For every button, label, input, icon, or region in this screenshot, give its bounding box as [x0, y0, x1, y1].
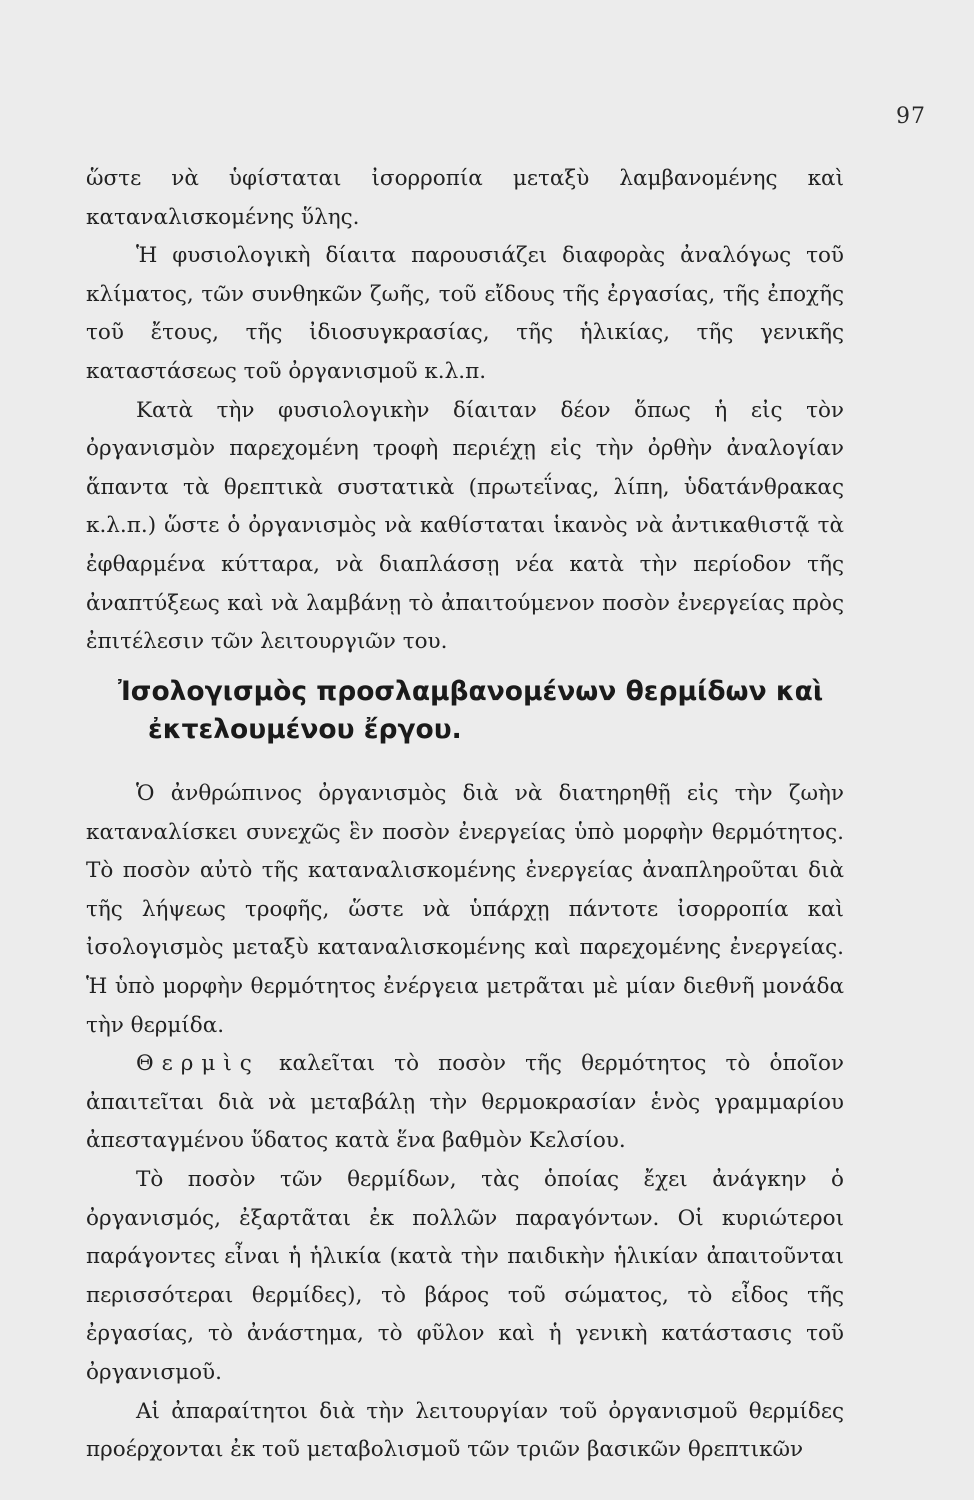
paragraph-physiological-diet: Ἡ φυσιολογικὴ δίαιτα παρουσιάζει διαφορὰς ἀναλόγως τοῦ κλίματος, τῶν συνθηκῶν ζωῆς, τοῦ εἴδους τῆς ἐργασίας, τῆς ἐποχῆς τοῦ ἔτους, τῆς ἰδιοσυγκρασίας, τῆς ἡλικίας, τῆς γενικῆς καταστάσεως τοῦ ὀργανισμοῦ κ.λ.π.: [86, 243, 844, 384]
page-number: 97: [896, 104, 926, 129]
section-heading: [118, 673, 858, 749]
calorie-definition-text: καλεῖται τὸ ποσὸν τῆς θερμότητος τὸ ὁποῖον ἀπαιτεῖται διὰ νὰ μεταβάλῃ τὴν θερμοκρασίαν ἑνὸς γραμμαρίου ἀπεσταγμένου ὕδατος κατὰ ἕνα βαθμὸν Κελσίου.: [86, 1051, 844, 1154]
heading-line-1: Ἰσολογισμὸς προσλαμβανομένων θερμίδων καὶ: [118, 676, 824, 707]
paragraph-nutrients: Κατὰ τὴν φυσιολογικὴν δίαιταν δέον ὅπως ἡ εἰς τὸν ὀργανισμὸν παρεχομένη τροφὴ περιέχῃ εἰς τὴν ὀρθὴν ἀναλογίαν ἅπαντα τὰ θρεπτικὰ συστατικὰ (πρωτεΐνας, λίπη, ὑδατάνθρακας κ.λ.π.) ὥστε ὁ ὀργανισμὸς νὰ καθίσταται ἱκανὸς νὰ ἀντικαθιστᾷ τὰ ἐφθαρμένα κύτταρα, νὰ διαπλάσσῃ νέα κατὰ τὴν περίοδον τῆς ἀναπτύξεως καὶ νὰ λαμβάνῃ τὸ ἀπαιτούμενον ποσὸν ἐνεργείας πρὸς ἐπιτέλεσιν τῶν λειτουργιῶν του.: [86, 397, 844, 655]
section-diet-text: [86, 160, 844, 662]
section-calories-text: [86, 775, 844, 1470]
heading-line-2: ἐκτελουμένου ἔργου.: [148, 714, 462, 745]
paragraph-energy: Ὁ ἀνθρώπινος ὀργανισμὸς διὰ νὰ διατηρηθῇ εἰς τὴν ζωὴν καταναλίσκει συνεχῶς ἓν ποσὸν ἐνεργείας ὑπὸ μορφὴν θερμότητος. Τὸ ποσὸν αὐτὸ τῆς καταναλισκομένης ἐνεργείας ἀναπληροῦται διὰ τῆς λήψεως τροφῆς, ὥστε νὰ ὑπάρχῃ πάντοτε ἰσορροπία καὶ ἰσολογισμὸς μεταξὺ καταναλισκομένης καὶ παρεχομένης ἐνεργείας. Ἡ ὑπὸ μορφὴν θερμότητος ἐνέργεια μετρᾶται μὲ μίαν διεθνῆ μονάδα τὴν θερμίδα.: [86, 781, 844, 1038]
paragraph-continuation: ὥστε νὰ ὑφίσταται ἰσορροπία μεταξὺ λαμβανομένης καὶ καταναλισκομένης ὕλης.: [86, 166, 844, 230]
paragraph-calorie-sources: Αἱ ἀπαραίτητοι διὰ τὴν λειτουργίαν τοῦ ὀργανισμοῦ θερμίδες προέρχονται ἐκ τοῦ μεταβολισμοῦ τῶν τριῶν βασικῶν θρεπτικῶν: [86, 1398, 844, 1463]
paragraph-calorie-definition: [86, 1045, 844, 1161]
paragraph-calorie-factors: Τὸ ποσὸν τῶν θερμίδων, τὰς ὁποίας ἔχει ἀνάγκην ὁ ὀργανισμός, ἐξαρτᾶται ἐκ πολλῶν παραγόντων. Οἱ κυριώτεροι παράγοντες εἶναι ἡ ἡλικία (κατὰ τὴν παιδικὴν ἡλικίαν ἀπαιτοῦνται περισσότεραι θερμίδες), τὸ βάρος τοῦ σώματος, τὸ εἶδος τῆς ἐργασίας, τὸ ἀνάστημα, τὸ φῦλον καὶ ἡ γενικὴ κατάστασις τοῦ ὀργανισμοῦ.: [86, 1166, 844, 1385]
term-calorie: Θερμὶς: [136, 1051, 260, 1077]
